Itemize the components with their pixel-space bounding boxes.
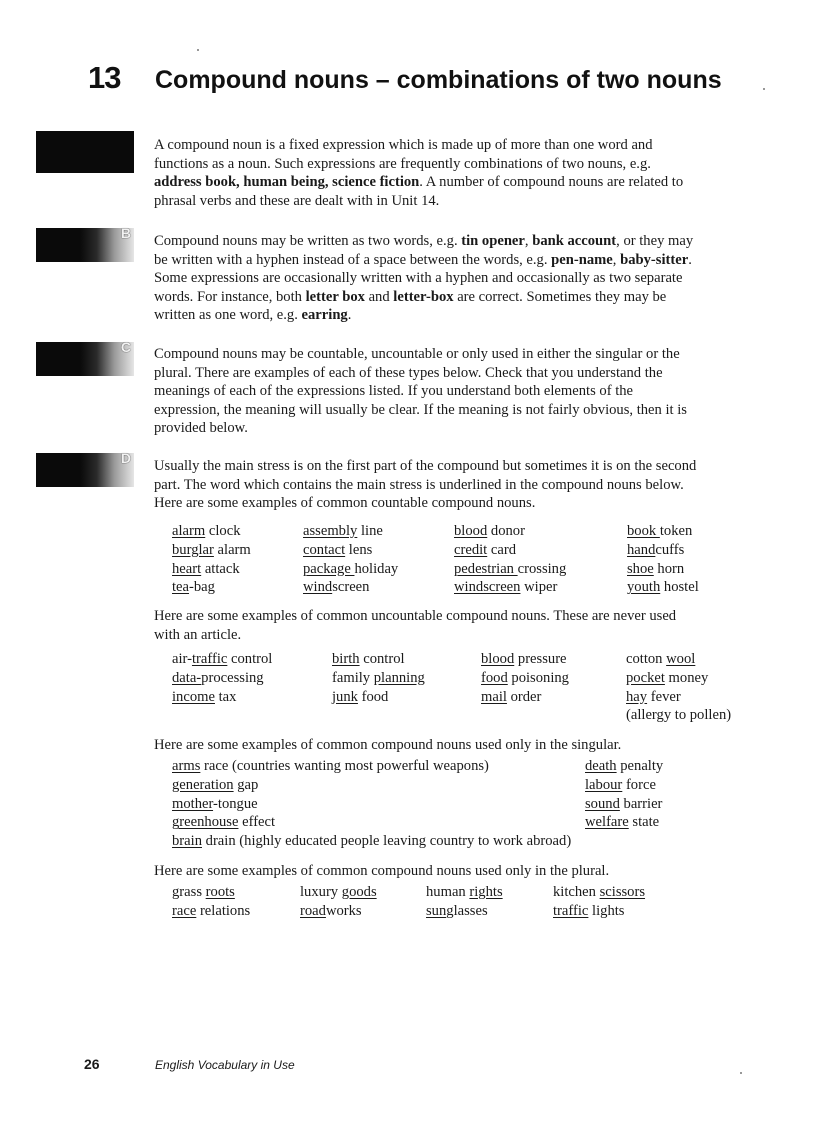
paragraph-line: be written with a hyphen instead of a space between the words, e.g. pen-name, baby-sitter. [154,251,692,268]
compound-noun: blood donor [454,523,525,539]
example-term: bank account [532,233,617,249]
compound-noun: data-processing [172,669,264,686]
paragraph-line: part. The word which contains the main stress is underlined in the compound nouns below. [154,476,684,493]
paragraph-line: plural. There are examples of each of these types below. Check that you understand the [154,364,663,381]
compound-noun: book token [627,523,693,539]
section-a-text [154,136,769,210]
compound-noun: roadworks [300,902,362,919]
compound-noun: cotton wool [626,651,696,667]
compound-noun: youth hostel [627,579,699,596]
compound-noun: alarm clock [172,523,241,539]
paragraph-line: with an article. [154,626,242,643]
compound-noun: race relations [172,902,251,919]
compound-noun: income tax [172,688,237,705]
paragraph-line: written as one word, e.g. earring. [154,307,352,324]
compound-noun: burglar alarm [172,541,251,558]
compound-noun: grass roots [172,884,235,900]
scan-speck [197,49,199,51]
scan-speck [740,1072,742,1074]
paragraph-line: phrasal verbs and these are dealt with in Unit 14. [154,192,440,209]
paragraph-line: words. For instance, both letter box and letter-box are correct. Sometimes they may be [154,288,667,305]
compound-noun: credit card [454,541,516,558]
compound-noun: sound barrier [585,795,663,812]
compound-noun: assembly line [303,523,383,539]
example-term: tin opener [461,233,525,249]
paragraph-line: meanings of each of the expressions listed. If you understand both elements of the [154,383,634,400]
compound-noun: contact lens [303,541,373,558]
paragraph-line: Here are some examples of common countable compound nouns. [154,495,536,512]
compound-noun: traffic lights [553,902,625,919]
compound-noun: death penalty [585,758,664,774]
unit-title: Compound nouns – combinations of two nouns [155,66,722,94]
paragraph-line: functions as a noun. Such expressions are frequently combinations of two nouns, e.g. [154,155,651,172]
compound-noun: family planning [332,669,425,686]
section-b-text [154,232,769,325]
page-number: 26 [84,1056,100,1072]
paragraph-line: expression, the meaning will usually be clear. If the meaning is not fairly obvious, then it is [154,401,687,418]
compound-noun: labour force [585,776,656,793]
section-b-marker [36,225,134,262]
section-d-letter: D [120,450,131,466]
compound-noun: sunglasses [426,902,488,919]
section-a-marker [36,131,134,173]
example-term: pen-name [551,251,613,268]
unit-number: 13 [88,60,121,95]
compound-noun: mother-tongue [172,795,258,812]
compound-noun: blood pressure [481,651,567,667]
section-d-marker [36,450,134,487]
compound-noun: birth control [332,651,405,667]
compound-noun: hay fever [626,688,681,705]
compound-noun: arms race (countries wanting most powerful weapons) [172,758,489,774]
example-term: letter box [305,288,365,305]
compound-noun: handcuffs [627,541,685,558]
paragraph-line: Here are some examples of common uncountable compound nouns. These are never used [154,608,677,624]
compound-noun: greenhouse effect [172,814,276,831]
example-term: baby-sitter [620,251,689,268]
paragraph-line: provided below. [154,420,248,437]
plural-intro [154,862,769,881]
scan-speck [763,88,765,90]
compound-noun: brain drain (highly educated people leaving country to work abroad) [172,833,572,850]
paragraph-line: Here are some examples of common compound nouns used only in the plural. [154,863,610,879]
compound-noun: pedestrian crossing [454,560,567,577]
hay-fever-note: (allergy to pollen) [626,707,732,723]
compound-noun: tea-bag [172,579,215,596]
compound-noun: windscreen wiper [454,579,558,596]
compound-noun: food poisoning [481,669,569,686]
compound-noun: welfare state [585,814,660,831]
compound-noun: pocket money [626,669,709,686]
compound-noun: generation gap [172,776,259,793]
paragraph-line: Usually the main stress is on the first part of the compound but sometimes it is on the second [154,458,697,474]
compound-noun: kitchen scissors [553,884,646,900]
example-term: letter-box [393,288,454,305]
paragraph-line: A compound noun is a fixed expression which is made up of more than one word and [154,137,653,153]
example-term: earring [301,307,348,324]
compound-noun: luxury goods [300,884,377,900]
paragraph-line: Compound nouns may be countable, uncountable or only used in either the singular or the [154,346,680,362]
compound-noun: package holiday [303,560,399,577]
compound-noun: mail order [481,688,542,705]
compound-noun: junk food [332,688,389,705]
compound-noun: air-traffic control [172,651,273,667]
paragraph-line: address book, human being, science fiction. A number of compound nouns are related to [154,174,684,191]
section-b-letter: B [120,225,131,241]
paragraph-line: Some expressions are occasionally written with a hyphen and occasionally as two separate [154,270,683,287]
paragraph-line: Compound nouns may be written as two words, e.g. tin opener, bank account, or they may [154,233,694,249]
section-c-text [154,345,769,438]
book-title: English Vocabulary in Use [155,1058,295,1072]
section-d-text [154,457,769,513]
section-c-marker [36,339,134,376]
compound-noun: windscreen [303,579,370,596]
compound-noun: shoe horn [627,560,685,577]
compound-noun: human rights [426,884,503,900]
paragraph-line: Here are some examples of common compound nouns used only in the singular. [154,737,622,753]
uncountable-intro [154,607,769,644]
singular-intro [154,736,769,755]
compound-noun: heart attack [172,560,240,577]
section-c-letter: C [120,339,131,355]
example-term: address book, human being, science fiction [154,174,420,191]
